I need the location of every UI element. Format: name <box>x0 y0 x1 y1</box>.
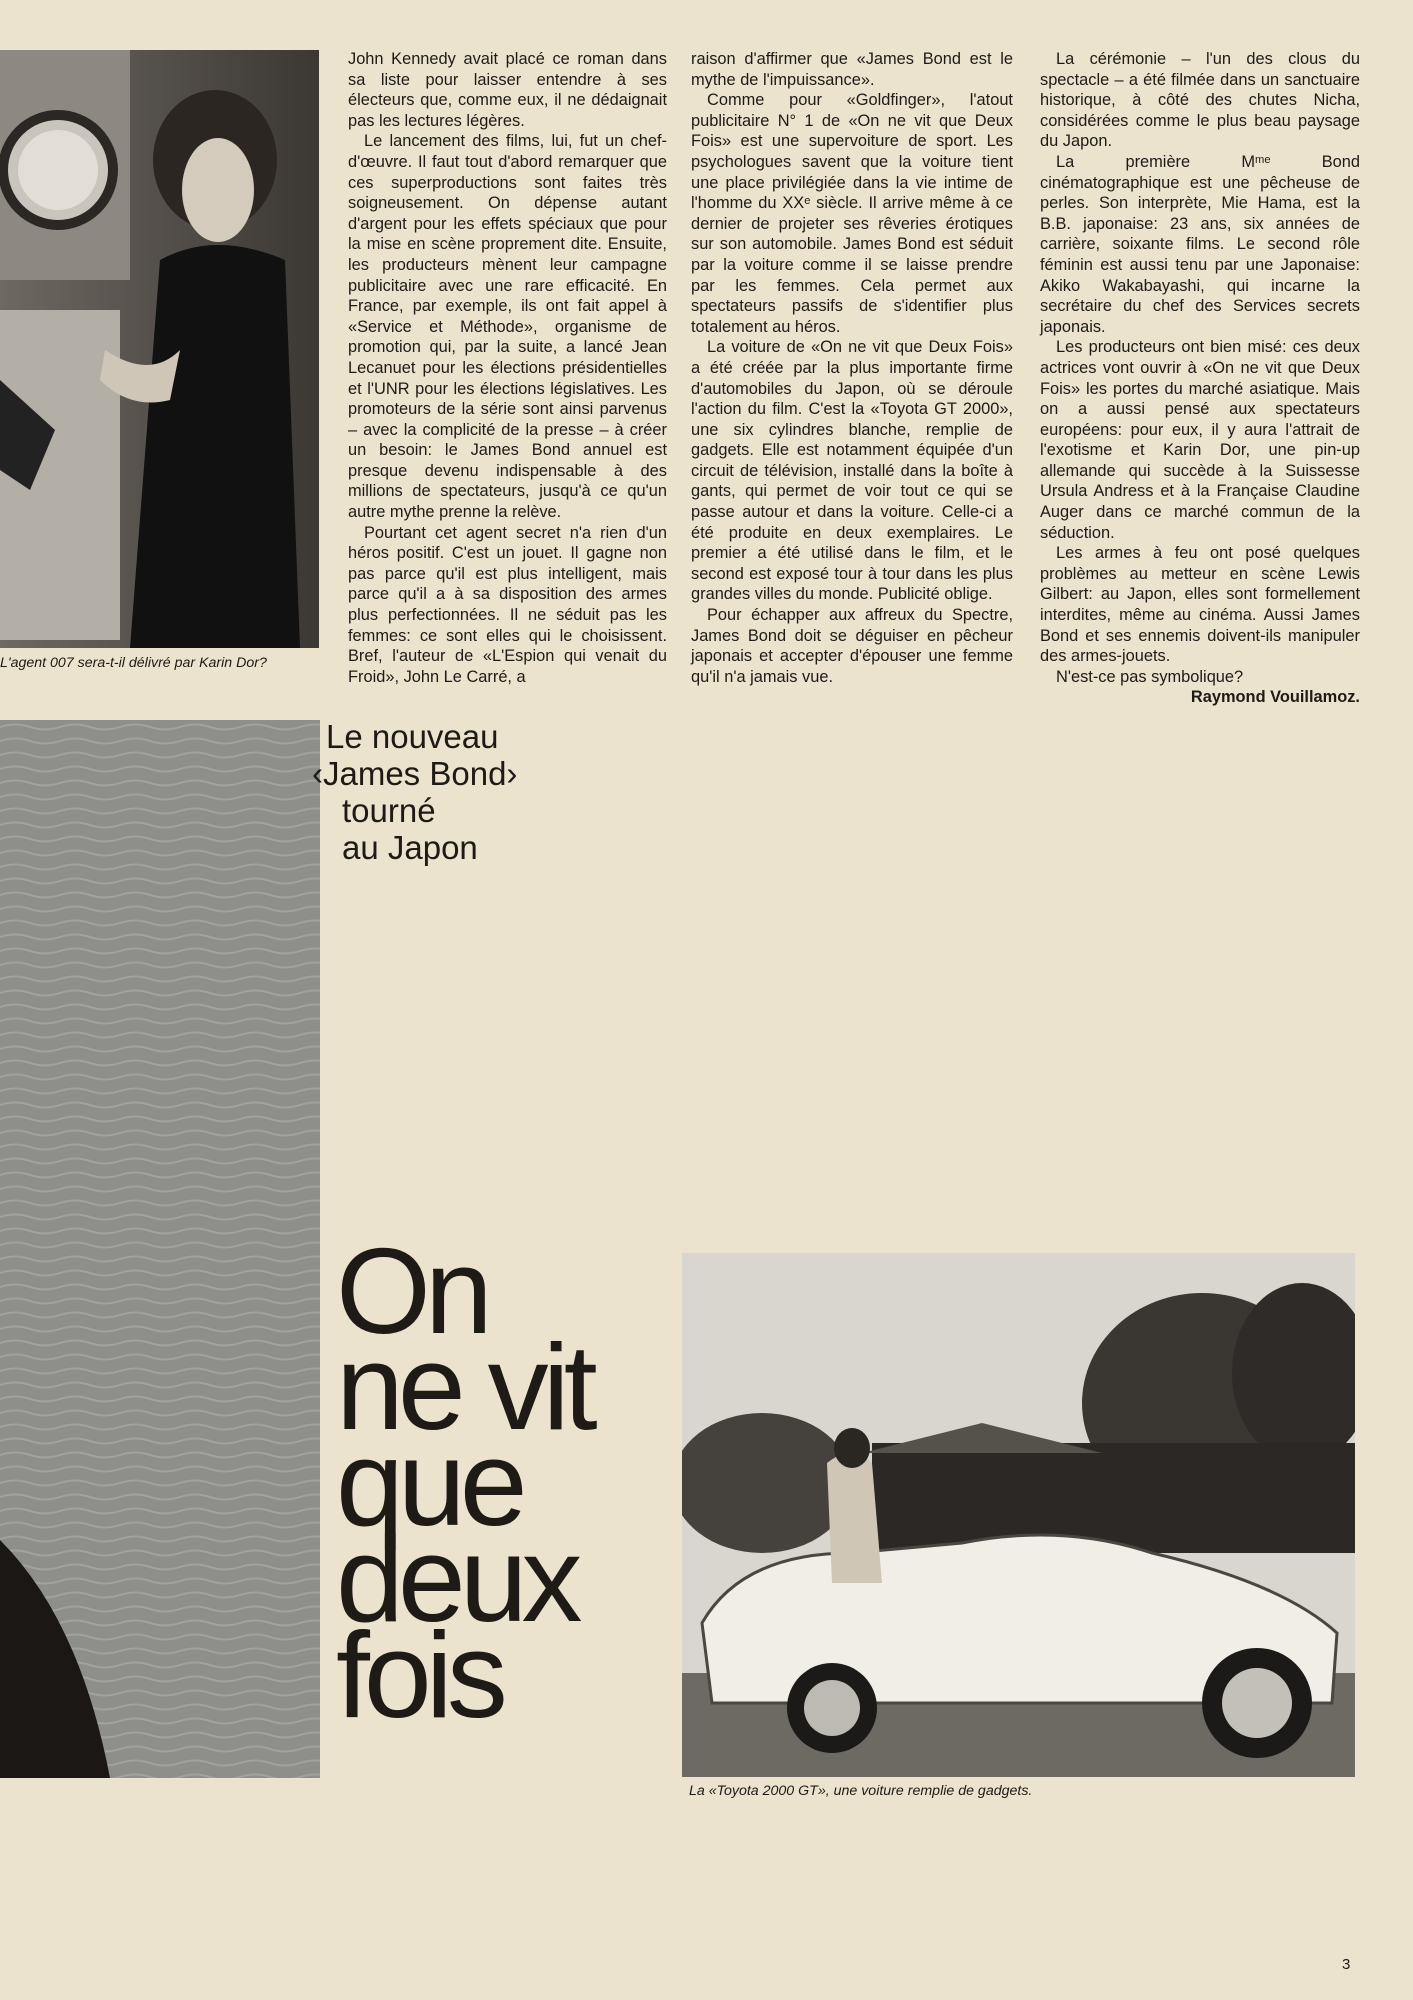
caption-karin-dor: L'agent 007 sera-t-il délivré par Karin Dor? <box>0 655 267 671</box>
subtitle-line: tourné <box>342 792 436 829</box>
photo-sea <box>0 720 320 1778</box>
paragraph: La cérémonie – l'un des clous du spectacle – a été filmée dans un sanctuaire historique, à côté des chutes Nicha, considérées comme le plus beau paysage du Japon. <box>1040 50 1360 151</box>
paragraph: Les producteurs ont bien misé: ces deux actrices vont ouvrir à «On ne vit que Deux Fois» les portes du marché asiatique. Mais on a aussi pensé aux spectateurs européens: pour eux, il y aura l'attrait de l'exotisme et Karin Dor, une pin-up allemande qui succède à la Suissesse Ursula Andress et à la Française Claudine Auger dans ce marché commun de la séduction. <box>1040 338 1360 542</box>
subtitle-line: au Japon <box>342 829 478 866</box>
article-title <box>336 1223 676 1743</box>
paragraph: La voiture de «On ne vit que Deux Fois» a été créée par la plus importante firme d'automobiles du Japon, où se déroule l'action du film. C'est la «Toyota GT 2000», une six cylindres blanche, remplie de gadgets. Elle est notamment équipée d'un circuit de télévision, installé dans la boîte à gants, qui permet de voir tout ce qui se passe autour et dans la voiture. Celle-ci a été produite en deux exemplaires. Le premier a été utilisé dans le film, et le second est exposé tour à tour dans les plus grandes villes du monde. Publicité oblige. <box>691 338 1013 604</box>
caption-toyota: La «Toyota 2000 GT», une voiture remplie de gadgets. <box>689 1783 1033 1799</box>
paragraph: John Kennedy avait placé ce roman dans sa liste pour laisser entendre à ses électeurs que, comme eux, il ne dédaignait pas les lectures légères. <box>348 50 667 130</box>
title-line: deux <box>336 1511 577 1647</box>
photo-karin-dor <box>0 50 319 648</box>
article-column-3 <box>1040 49 1360 708</box>
paragraph: Le lancement des films, lui, fut un chef-d'œuvre. Il faut tout d'abord remarquer que ces superproductions sont faites très soigneusement. On dépense autant d'argent pour les effets spéciaux que pour la mise en scène proprement dite. Ensuite, les producteurs mènent leur campagne publicitaire avec une rare efficacité. En France, par exemple, ils ont fait appel à «Service et Méthode», organisme de promotion qui, par la suite, a lancé Jean Lecanuet pour les élections présidentielles et l'UNR pour les élections législatives. Les promoteurs de la série sont ainsi parvenus – avec la complicité de la presse – à créer un besoin: le James Bond annuel est presque devenu indispensable à des millions de spectateurs, jusqu'à ce qu'un autre mythe prenne la relève. <box>348 132 667 522</box>
photo-toyota-2000gt <box>682 1253 1355 1777</box>
page-number: 3 <box>1342 1956 1351 1973</box>
paragraph: Pour échapper aux affreux du Spectre, James Bond doit se déguiser en pêcheur japonais et accepter d'épouser une femme qu'il n'a jamais vue. <box>691 606 1013 686</box>
paragraph: La première Mᵐᵉ Bond cinématographique est une pêcheuse de perles. Son interprète, Mie Hama, est la B.B. japonaise: 23 ans, six années de carrière, soixante films. Le second rôle féminin est aussi tenu par une Japonaise: Akiko Wakabayashi, qui incarne la secrétaire du chef des Services secrets japonais. <box>1040 152 1360 336</box>
paragraph: N'est-ce pas symbolique? <box>1056 667 1244 686</box>
article-column-2 <box>691 49 1013 687</box>
subtitle-line: Le nouveau <box>326 718 499 755</box>
title-line: que <box>336 1415 522 1551</box>
article-subtitle <box>312 718 626 866</box>
title-line: On <box>336 1223 487 1359</box>
title-line: fois <box>336 1607 502 1743</box>
paragraph: Pourtant cet agent secret n'a rien d'un héros positif. C'est un jouet. Il gagne non pas parce qu'il est plus intelligent, mais parce qu'il a à sa disposition des armes plus perfectionnées. Il ne séduit pas les femmes: ce sont elles qui le choisissent. Bref, l'auteur de «L'Espion qui venait du Froid», John Le Carré, a <box>348 523 667 686</box>
title-line: ne vit <box>336 1319 592 1455</box>
author-signature: Raymond Vouillamoz. <box>1190 688 1360 707</box>
paragraph: Les armes à feu ont posé quelques problèmes au metteur en scène Lewis Gilbert: au Japon, elles sont formellement interdites, même au cinéma. Aussi James Bond et ses ennemis doivent-ils manipuler des armes-jouets. <box>1040 544 1360 666</box>
paragraph: raison d'affirmer que «James Bond est le mythe de l'impuissance». <box>691 50 1013 89</box>
subtitle-line: ‹James Bond› <box>312 755 518 792</box>
paragraph: Comme pour «Goldfinger», l'atout publicitaire N° 1 de «On ne vit que Deux Fois» est une supervoiture de sport. Les psychologues savent que la voiture tient une place privilégiée dans la vie intime de l'homme du XXᵉ siècle. Il arrive même à ce dernier de projeter ses rêveries érotiques sur son automobile. James Bond est séduit par la voiture comme il se laisse prendre par les femmes. Cela permet aux spectateurs passifs de s'identifier plus totalement au héros. <box>691 91 1013 336</box>
article-column-1 <box>348 49 667 687</box>
